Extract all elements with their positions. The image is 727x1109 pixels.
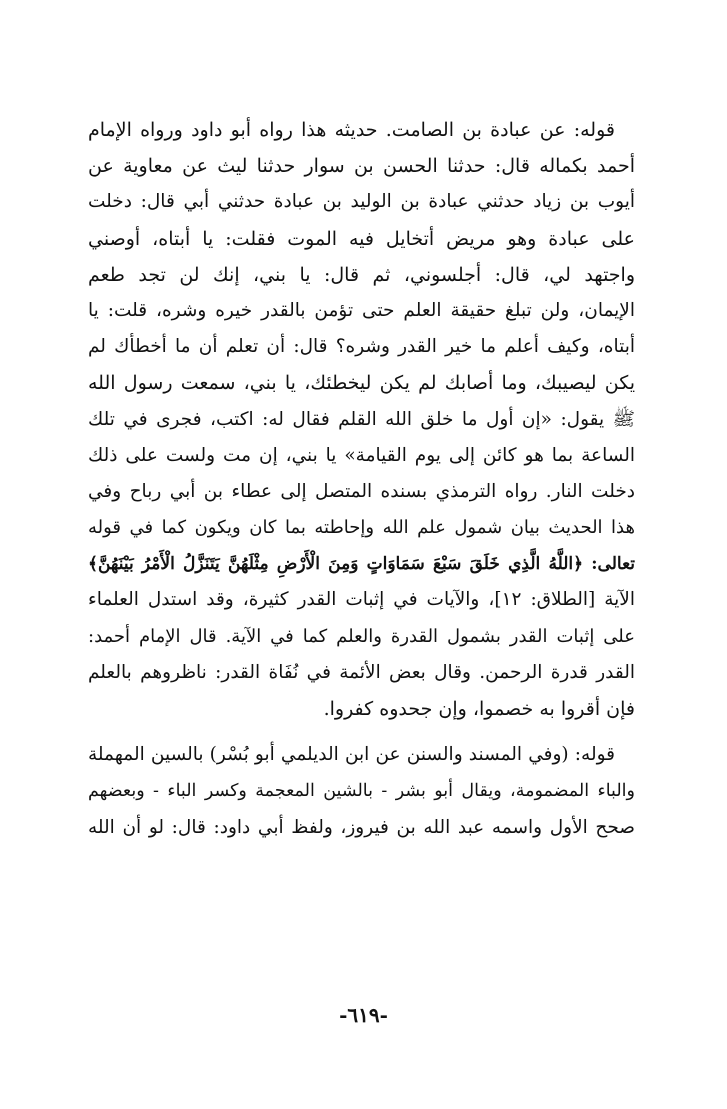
- paragraph-2: [88, 737, 635, 846]
- paragraph-gap: [88, 727, 635, 737]
- text-line: يكن ليصيبك، وما أصابك لم يكن ليخطئك، يا بني، سمعت رسول الله: [88, 372, 635, 395]
- text-line: الآية [الطلاق: ١٢]، والآيات في إثبات القدر كثيرة، وقد استدل العلماء: [88, 589, 635, 611]
- text-line: هذا الحديث بيان شمول علم الله وإحاطته بما كان ويكون كما في قوله: [88, 517, 635, 539]
- text-line: والباء المضمومة، ويقال أبو بشر - بالشين المعجمة وكسر الباء - وبعضهم: [88, 781, 635, 802]
- text-line: فإن أقروا به خصموا، وإن جحدوه كفروا.: [323, 698, 635, 720]
- text-line: الساعة بما هو كائن إلى يوم القيامة» يا بني، إن مت ولست على ذلك: [88, 444, 635, 466]
- text-line: قوله: عن عبادة بن الصامت. حديثه هذا رواه أبو داود ورواه الإمام: [88, 119, 615, 141]
- text-line: الإيمان، ولن تبلغ حقيقة العلم حتى تؤمن بالقدر خيره وشره، قلت: يا: [88, 299, 635, 321]
- quran-verse-line: تعالى: ﴿اللَّهُ الَّذِي خَلَقَ سَبْعَ سَمَاوَاتٍ وَمِنَ الْأَرْضِ مِثْلَهُنَّ يَتَنَزَّلُ الْأَمْرُ بَيْنَهُنَّ﴾: [88, 554, 635, 575]
- text-line: أحمد بكماله قال: حدثنا الحسن بن سوار حدثنا ليث عن معاوية عن: [88, 155, 635, 178]
- body-text: [88, 112, 635, 846]
- text-line: القدر قدرة الرحمن. وقال بعض الأئمة في نُفَاة القدر: ناظروهم بالعلم: [88, 661, 635, 683]
- text-line: واجتهد لي، قال: أجلسوني، ثم قال: يا بني، إنك لن تجد طعم: [88, 263, 635, 286]
- text-line: صحح الأول واسمه عبد الله بن فيروز، ولفظ أبي داود: قال: لو أن الله: [88, 816, 635, 838]
- page-number: -٦١٩-: [339, 1003, 388, 1027]
- text-line: ﷺ يقول: «إن أول ما خلق الله القلم فقال له: اكتب، فجرى في تلك: [88, 408, 635, 430]
- paragraph-1: [88, 112, 635, 727]
- text-line: على عبادة وهو مريض أتخايل فيه الموت فقلت: يا أبتاه، أوصني: [88, 227, 635, 250]
- text-line: أيوب بن زياد حدثني عبادة بن الوليد بن عبادة حدثني أبي قال: دخلت: [88, 191, 635, 213]
- text-line: أبتاه، وكيف أعلم ما خير القدر وشره؟ قال: أن تعلم أن ما أخطأك لم: [88, 336, 635, 358]
- text-line: على إثبات القدر بشمول القدرة والعلم كما في الآية. قال الإمام أحمد:: [88, 625, 635, 647]
- text-line: قوله: (وفي المسند والسنن عن ابن الديلمي أبو بُسْر) بالسين المهملة: [88, 744, 615, 766]
- text-line: دخلت النار. رواه الترمذي بسنده المتصل إلى عطاء بن أبي رباح وفي: [88, 480, 635, 502]
